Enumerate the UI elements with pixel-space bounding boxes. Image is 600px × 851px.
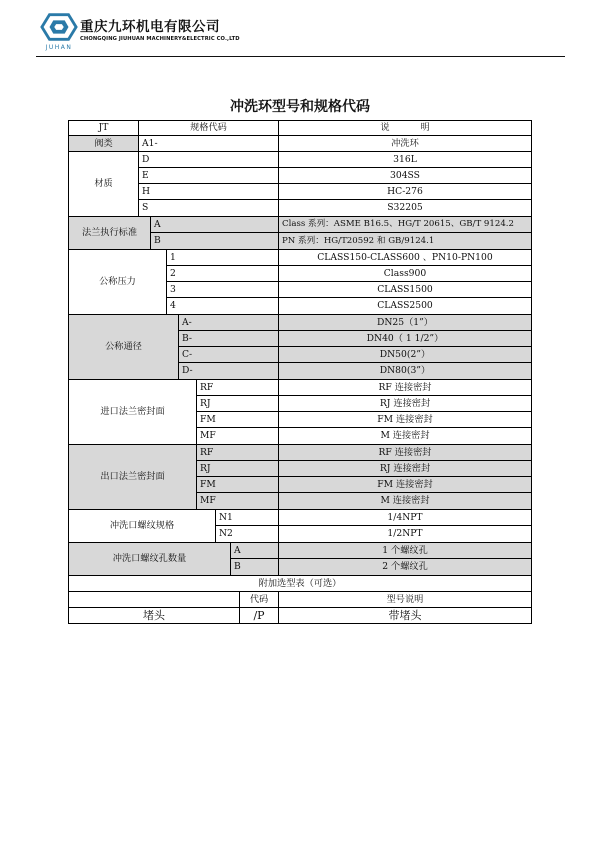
outlet-seal-code: MF	[196, 492, 279, 510]
material-code: S	[138, 199, 279, 217]
valve-label: 阀类	[68, 135, 139, 152]
page-title: 冲洗环型号和规格代码	[230, 99, 370, 115]
material-desc: 304SS	[278, 167, 532, 184]
thread-spec-desc: 1/4NPT	[278, 509, 532, 526]
pressure-code: 4	[166, 297, 279, 315]
inlet-seal-desc: RJ 连接密封	[278, 395, 532, 412]
inlet-seal-code: FM	[196, 411, 279, 428]
outlet-seal-desc: RJ 连接密封	[278, 460, 532, 477]
flange-std-code: A	[150, 216, 279, 233]
pressure-desc: CLASS150-CLASS600 、PN10-PN100	[278, 249, 532, 266]
logo-text: JUHAN	[45, 44, 73, 51]
material-desc: 316L	[278, 151, 532, 168]
outlet-seal-code: FM	[196, 476, 279, 493]
inlet-seal-desc: M 连接密封	[278, 427, 532, 445]
inlet-seal-code: RJ	[196, 395, 279, 412]
thread-spec-label: 冲洗口螺纹规格	[68, 509, 216, 543]
diameter-desc: DN25（1”）	[278, 314, 532, 331]
optional-head-code: 代码	[239, 591, 279, 608]
optional-blank-cell	[68, 591, 240, 608]
thread-qty-label: 冲洗口螺纹孔数量	[68, 542, 231, 576]
diameter-code: A-	[178, 314, 279, 331]
flange-std-label: 法兰执行标准	[68, 216, 151, 250]
spec-table	[68, 120, 532, 624]
thread-qty-code: A	[230, 542, 279, 559]
valve-desc: 冲洗环	[278, 135, 532, 152]
company-name-cn: 重庆九环机电有限公司	[80, 19, 220, 35]
outlet-seal-code: RF	[196, 444, 279, 461]
jiuhuan-logo-icon	[40, 12, 78, 42]
thread-qty-code: B	[230, 558, 279, 576]
page-header	[36, 10, 564, 55]
thread-spec-code: N2	[215, 525, 279, 543]
flange-std-desc: PN 系列：HG/T20592 和 GB/9124.1	[278, 232, 532, 250]
material-code: E	[138, 167, 279, 184]
outlet-seal-desc: FM 连接密封	[278, 476, 532, 493]
pressure-desc: CLASS1500	[278, 281, 532, 298]
outlet-seal-desc: RF 连接密封	[278, 444, 532, 461]
material-label: 材质	[68, 151, 139, 217]
inlet-seal-desc: RF 连接密封	[278, 379, 532, 396]
optional-item-desc: 带堵头	[278, 607, 532, 624]
thread-qty-desc: 1 个螺纹孔	[278, 542, 532, 559]
material-code: H	[138, 183, 279, 200]
pressure-code: 3	[166, 281, 279, 298]
optional-item-code: /P	[239, 607, 279, 624]
diameter-label: 公称通径	[68, 314, 179, 380]
material-code: D	[138, 151, 279, 168]
outlet-seal-code: RJ	[196, 460, 279, 477]
optional-head-desc: 型号说明	[278, 591, 532, 608]
diameter-desc: DN40（ 1 1/2”）	[278, 330, 532, 347]
material-desc: S32205	[278, 199, 532, 217]
outlet-seal-desc: M 连接密封	[278, 492, 532, 510]
header-model: JT	[68, 120, 139, 136]
flange-std-code: B	[150, 232, 279, 250]
thread-spec-desc: 1/2NPT	[278, 525, 532, 543]
optional-item-name: 堵头	[68, 607, 240, 624]
flange-std-desc: Class 系列：ASME B16.5、HG/T 20615、GB/T 9124.2	[278, 216, 532, 233]
header-desc: 说 明	[278, 120, 532, 136]
company-name-en: CHONGQING JIUHUAN MACHINERY&ELECTRIC CO.,LTD	[80, 36, 240, 42]
valve-code: A1-	[138, 135, 279, 152]
header-code: 规格代码	[138, 120, 279, 136]
pressure-label: 公称压力	[68, 249, 167, 315]
thread-spec-code: N1	[215, 509, 279, 526]
pressure-code: 1	[166, 249, 279, 266]
header-divider	[36, 56, 565, 57]
material-desc: HC-276	[278, 183, 532, 200]
inlet-seal-code: MF	[196, 427, 279, 445]
diameter-code: C-	[178, 346, 279, 363]
pressure-code: 2	[166, 265, 279, 282]
inlet-seal-desc: FM 连接密封	[278, 411, 532, 428]
inlet-seal-label: 进口法兰密封面	[68, 379, 197, 445]
optional-title: 附加选型表（可选）	[68, 575, 532, 592]
diameter-code: D-	[178, 362, 279, 380]
diameter-code: B-	[178, 330, 279, 347]
diameter-desc: DN50(2”）	[278, 346, 532, 363]
outlet-seal-label: 出口法兰密封面	[68, 444, 197, 510]
diameter-desc: DN80(3”）	[278, 362, 532, 380]
pressure-desc: Class900	[278, 265, 532, 282]
pressure-desc: CLASS2500	[278, 297, 532, 315]
inlet-seal-code: RF	[196, 379, 279, 396]
thread-qty-desc: 2 个螺纹孔	[278, 558, 532, 576]
